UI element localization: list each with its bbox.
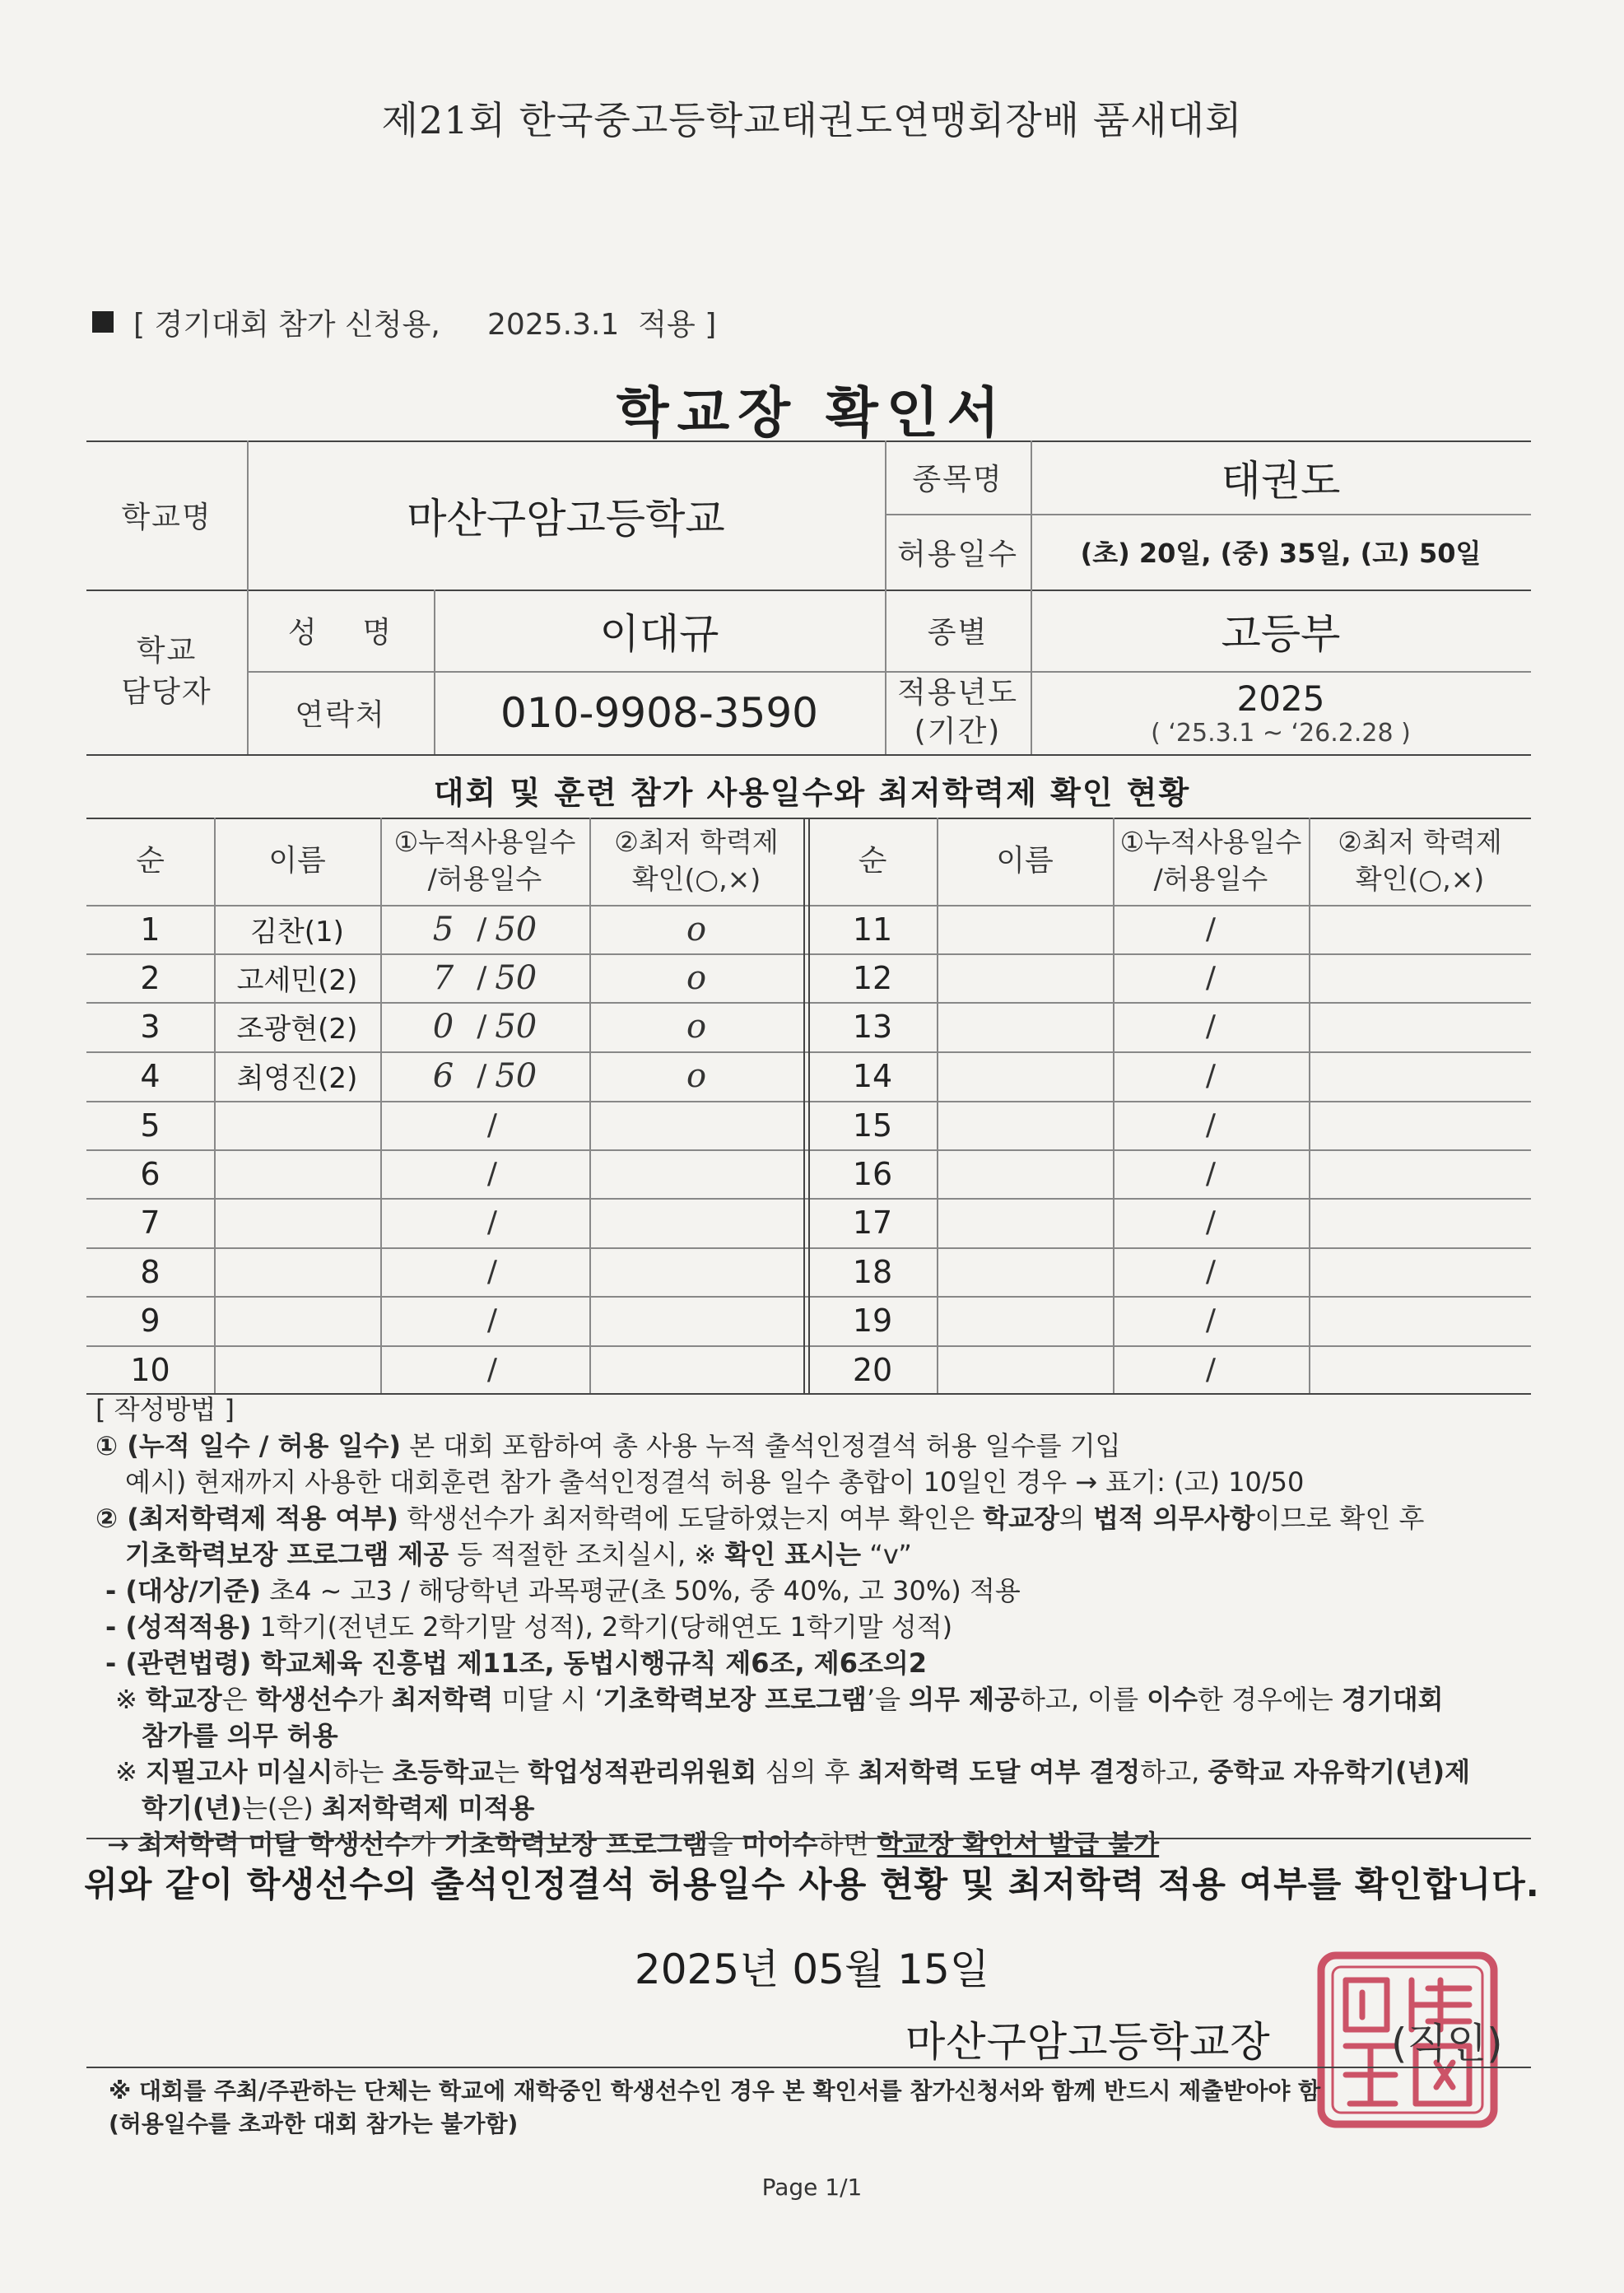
document-title: 학교장 확인서 <box>616 381 1008 445</box>
row-days-separator: / <box>1205 1303 1217 1337</box>
division-label: 종별 <box>927 616 989 650</box>
row-days-separator: / <box>1205 1205 1217 1239</box>
row-days-cell <box>380 1002 589 1051</box>
n-p2-l2a: 학기(년) <box>142 1792 242 1824</box>
row-number: 6 <box>140 1155 161 1192</box>
n-p1k: 하고, 이를 <box>1020 1684 1147 1715</box>
apply-note <box>92 301 716 343</box>
instructions <box>95 1391 1561 1862</box>
row-days-separator: / <box>486 1303 498 1337</box>
row-days-separator: / <box>1205 1059 1217 1093</box>
manager-name-value: 이대규 <box>599 609 719 658</box>
n-p3c: 가 <box>410 1829 444 1860</box>
row-min-check <box>589 1198 803 1247</box>
header-min-left: ②최저 학력제 확인(○,×) <box>614 826 779 895</box>
applied-period-value: ( ‘25.3.1 ~ ‘26.2.28 ) <box>1151 718 1411 748</box>
row-days-cell <box>380 953 589 1002</box>
instruction-1 <box>95 1428 1561 1464</box>
footnote-divider <box>86 2067 1531 2068</box>
row-min-check <box>1309 1101 1531 1149</box>
header-days-left: ①누적사용일수 /허용일수 <box>393 826 576 895</box>
n-p2d: 초등학교 <box>392 1756 495 1787</box>
event-title: 제21회 한국중고등학교태권도연맹회장배 품새대회 <box>381 98 1243 142</box>
row-used-days: 0 <box>432 1007 454 1046</box>
row-allowed-days: 50 <box>495 1007 537 1046</box>
row-days-cell <box>380 1101 589 1149</box>
instruction-2-text-e: 이므로 확인 후 <box>1254 1503 1425 1534</box>
row-days-separator: / <box>1205 1157 1217 1191</box>
row-days-cell <box>380 1296 589 1345</box>
arrow-mark: → <box>107 1829 137 1860</box>
instruction-2-bold-d: 법적 의무사항 <box>1093 1503 1255 1534</box>
row-name <box>937 1101 1113 1149</box>
n-p1n: 경기대회 <box>1341 1684 1444 1715</box>
n-p3g: 하면 <box>817 1829 877 1860</box>
row-days-separator: / <box>1205 912 1217 946</box>
n-p1f: 최저학력 <box>391 1684 494 1715</box>
header-name-right: 이름 <box>996 843 1054 878</box>
row-used-days: 6 <box>432 1056 454 1095</box>
seal-label: (직인) <box>1391 2020 1503 2067</box>
row-days-separator: / <box>477 1009 487 1043</box>
row-name <box>937 1296 1113 1345</box>
n-p1i: ’을 <box>866 1684 910 1715</box>
n-p2-l2b: 는(은) <box>242 1792 322 1824</box>
row-min-check <box>1309 1198 1531 1247</box>
row-days-separator: / <box>1205 1108 1217 1142</box>
row-number: 13 <box>852 1008 893 1045</box>
sport-value: 태권도 <box>1221 456 1341 505</box>
row-number: 19 <box>852 1302 893 1339</box>
manager-name-label: 성 명 <box>287 616 393 650</box>
row-days-separator: / <box>477 961 487 995</box>
instruction-1-text: 본 대회 포함하여 총 사용 누적 출석인정결석 허용 일수를 기입 <box>401 1430 1121 1461</box>
row-number: 4 <box>140 1057 161 1094</box>
row-number: 14 <box>852 1057 893 1094</box>
row-name <box>937 1051 1113 1100</box>
row-min-check: o <box>686 958 707 997</box>
row-days-separator: / <box>477 1059 487 1093</box>
row-number: 2 <box>140 959 161 996</box>
instruction-2-line2 <box>95 1536 1561 1573</box>
instruction-2-line2-text: 등 적절한 조치실시, ※ <box>449 1539 725 1570</box>
row-days-separator: / <box>486 1205 498 1239</box>
row-min-check <box>589 1247 803 1296</box>
row-number: 16 <box>852 1155 893 1192</box>
instruction-1-term: ① (누적 일수 / 허용 일수) <box>95 1430 402 1461</box>
row-allowed-days: 50 <box>495 958 537 997</box>
elementary-note-line2 <box>95 1790 1561 1826</box>
principal-name: 마산구암고등학교장 <box>905 2018 1271 2066</box>
footnote: ※ 대회를 주최/주관하는 단체는 학교에 재학중인 학생선수인 경우 본 확인서를 참가신청서와 함께 반드시 제출받아야 함 (허용일수를 초과한 대회 참가는 불가함) <box>109 2077 1321 2137</box>
grade-application <box>95 1609 1561 1645</box>
header-name-left: 이름 <box>268 843 326 878</box>
target-criteria-term: - (대상/기준) <box>105 1575 262 1606</box>
row-name <box>214 1149 380 1198</box>
n-p1m: 한 경우에는 <box>1198 1684 1342 1715</box>
row-number: 8 <box>140 1253 161 1290</box>
notes-divider <box>86 1838 1531 1839</box>
row-name <box>937 953 1113 1002</box>
row-allowed-days: 50 <box>495 910 537 948</box>
row-days-separator: / <box>1205 1009 1217 1043</box>
n-p1c: 은 <box>221 1684 256 1715</box>
n-p2h: 최저학력 도달 여부 결정 <box>858 1756 1141 1787</box>
applied-year-cell <box>1031 671 1531 754</box>
row-min-check <box>589 1296 803 1345</box>
n-p2g: 심의 후 <box>756 1756 859 1787</box>
row-min-check <box>1309 1149 1531 1198</box>
row-number: 1 <box>140 911 161 948</box>
school-name-value: 마산구암고등학교 <box>407 494 725 543</box>
row-number: 15 <box>852 1107 893 1144</box>
principal-duty-note <box>95 1681 1561 1717</box>
contact-label: 연락처 <box>295 698 386 732</box>
header-min-right: ②최저 학력제 확인(○,×) <box>1338 826 1502 895</box>
related-law <box>95 1645 1561 1681</box>
square-bullet-icon <box>92 311 114 333</box>
n-p3f: 미이수 <box>741 1829 818 1860</box>
grade-application-term: - (성적적용) <box>105 1611 252 1643</box>
allowed-days-value: (초) 20일, (중) 35일, (고) 50일 <box>1080 538 1482 569</box>
n-p2b: 지필고사 미실시 <box>145 1756 333 1787</box>
row-name <box>214 1198 380 1247</box>
row-days-cell <box>380 1149 589 1198</box>
n-p1g: 미달 시 ‘ <box>493 1684 603 1715</box>
row-min-check <box>1309 1296 1531 1345</box>
n-p3h: 학교장 확인서 발급 불가 <box>877 1829 1160 1860</box>
division-value: 고등부 <box>1221 609 1341 658</box>
row-min-check: o <box>686 1007 707 1046</box>
header-no-left: 순 <box>136 843 165 878</box>
row-name <box>937 1198 1113 1247</box>
row-min-check <box>1309 1247 1531 1296</box>
row-min-check <box>589 1101 803 1149</box>
issue-date: 2025년 05월 15일 <box>634 1946 990 1993</box>
n-p2e: 는 <box>494 1756 528 1787</box>
row-min-check <box>1309 905 1531 953</box>
row-days-separator: / <box>486 1255 498 1289</box>
instruction-2-line2-bold: 기초학력보장 프로그램 제공 <box>125 1539 449 1570</box>
target-criteria-text: 초4 ~ 고3 / 해당학년 과목평균(초 50%, 중 40%, 고 30%) 적용 <box>261 1575 1021 1606</box>
allowed-days-label: 허용일수 <box>896 537 1019 571</box>
row-number: 5 <box>140 1107 161 1144</box>
row-name <box>937 1247 1113 1296</box>
row-number: 20 <box>852 1351 893 1388</box>
row-name <box>214 1101 380 1149</box>
row-name: 김찬(1) <box>250 916 344 948</box>
row-name <box>937 1149 1113 1198</box>
row-name <box>214 1345 380 1394</box>
contact-value: 010-9908-3590 <box>500 688 818 737</box>
row-days-cell <box>380 905 589 953</box>
n-p3b: 최저학력 미달 학생선수 <box>137 1829 411 1860</box>
row-min-check <box>1309 1002 1531 1051</box>
n-p2f: 학업성적관리위원회 <box>528 1756 757 1787</box>
row-days-separator: / <box>1205 961 1217 995</box>
n-p1e: 가 <box>357 1684 392 1715</box>
sport-label: 종목명 <box>912 463 1003 496</box>
elementary-note <box>95 1754 1561 1790</box>
row-min-check <box>1309 1345 1531 1394</box>
instruction-2-term: ② (최저학력제 적용 여부) <box>95 1503 398 1534</box>
school-name-label: 학교명 <box>121 501 212 534</box>
page-number: Page 1/1 <box>761 2174 863 2201</box>
instructions-heading: [ 작성방법 ] <box>95 1394 235 1425</box>
instruction-2 <box>95 1500 1561 1536</box>
row-min-check <box>1309 1051 1531 1100</box>
row-name: 최영진(2) <box>236 1062 358 1095</box>
n-p2c: 하는 <box>333 1756 393 1787</box>
row-name <box>937 1002 1113 1051</box>
row-name <box>214 1247 380 1296</box>
n-p2j: 중학교 자유학기(년)제 <box>1208 1756 1471 1787</box>
row-number: 12 <box>852 959 893 996</box>
row-number: 9 <box>140 1302 161 1339</box>
instruction-2-text-c: 의 <box>1059 1503 1094 1534</box>
n-p3e: 을 <box>707 1829 742 1860</box>
row-days-separator: / <box>486 1108 498 1142</box>
row-used-days: 5 <box>432 910 454 948</box>
row-min-check <box>589 1345 803 1394</box>
applied-year-label: 적용년도 (기간) <box>896 675 1019 748</box>
row-number: 17 <box>852 1204 893 1241</box>
row-min-check: o <box>686 1056 707 1095</box>
manager-label: 학교 담당자 <box>121 633 212 709</box>
row-name <box>937 1345 1113 1394</box>
header-no-right: 순 <box>858 843 887 878</box>
row-allowed-days: 50 <box>495 1056 537 1095</box>
row-days-separator: / <box>1205 1255 1217 1289</box>
row-number: 18 <box>852 1253 893 1290</box>
section-title: 대회 및 훈련 참가 사용일수와 최저학력제 확인 현황 <box>433 775 1191 811</box>
instruction-2-line2-end: “v” <box>861 1539 912 1570</box>
target-criteria <box>95 1573 1561 1609</box>
row-name <box>937 905 1113 953</box>
row-days-cell <box>380 1051 589 1100</box>
confirmation-statement: 위와 같이 학생선수의 출석인정결석 허용일수 사용 현황 및 최저학력 적용 여부를 확인합니다. <box>84 1864 1540 1904</box>
n-p1b: 학교장 <box>145 1684 222 1715</box>
grade-application-text: 1학기(전년도 2학기말 성적), 2학기(당해연도 1학기말 성적) <box>251 1611 953 1643</box>
row-name <box>214 1296 380 1345</box>
apply-note-text: [ 경기대회 참가 신청용, 2025.3.1 적용 ] <box>133 308 717 342</box>
row-min-check: o <box>686 910 707 948</box>
row-days-separator: / <box>486 1157 498 1191</box>
row-number: 3 <box>140 1008 161 1045</box>
row-days-separator: / <box>1205 1353 1217 1387</box>
row-used-days: 7 <box>432 958 454 997</box>
n-p1j: 의무 제공 <box>909 1684 1020 1715</box>
instruction-2-bold-b: 학교장 <box>983 1503 1059 1534</box>
row-number: 10 <box>130 1351 170 1388</box>
n-p1l: 이수 <box>1147 1684 1198 1715</box>
n-p1h: 기초학력보장 프로그램 <box>603 1684 867 1715</box>
row-name: 조광현(2) <box>236 1013 358 1046</box>
row-min-check <box>589 1149 803 1198</box>
note-mark: ※ <box>115 1684 146 1715</box>
instruction-1-example: 예시) 현재까지 사용한 대회훈련 참가 출석인정결석 허용 일수 총합이 10일인 경우 → 표기: (고) 10/50 <box>125 1466 1305 1498</box>
n-p1-line2: 참가를 의무 허용 <box>142 1720 338 1751</box>
row-days-cell <box>380 1247 589 1296</box>
instruction-2-line2-bold2: 확인 표시는 <box>724 1539 862 1570</box>
instruction-2-text-a: 학생선수가 최저학력에 도달하였는지 여부 확인은 <box>398 1503 984 1534</box>
n-p3d: 기초학력보장 프로그램 <box>444 1829 708 1860</box>
n-p2i: 하고, <box>1140 1756 1208 1787</box>
row-number: 7 <box>140 1204 161 1241</box>
row-number: 11 <box>852 911 893 948</box>
header-days-right: ①누적사용일수 /허용일수 <box>1119 826 1302 895</box>
related-law-text: - (관련법령) 학교체육 진흥법 제11조, 동법시행규칙 제6조, 제6조의2 <box>105 1648 928 1679</box>
row-name: 고세민(2) <box>236 964 358 997</box>
n-p2-l2c: 최저학력제 미적용 <box>321 1792 535 1824</box>
row-days-separator: / <box>486 1353 498 1387</box>
row-days-cell <box>380 1198 589 1247</box>
row-days-separator: / <box>477 912 487 946</box>
row-days-cell <box>380 1345 589 1394</box>
principal-duty-note-line2 <box>95 1717 1561 1754</box>
note-mark-2: ※ <box>115 1756 146 1787</box>
n-p1d: 학생선수 <box>255 1684 358 1715</box>
row-min-check <box>1309 953 1531 1002</box>
applied-year-value: 2025 <box>1236 678 1325 719</box>
